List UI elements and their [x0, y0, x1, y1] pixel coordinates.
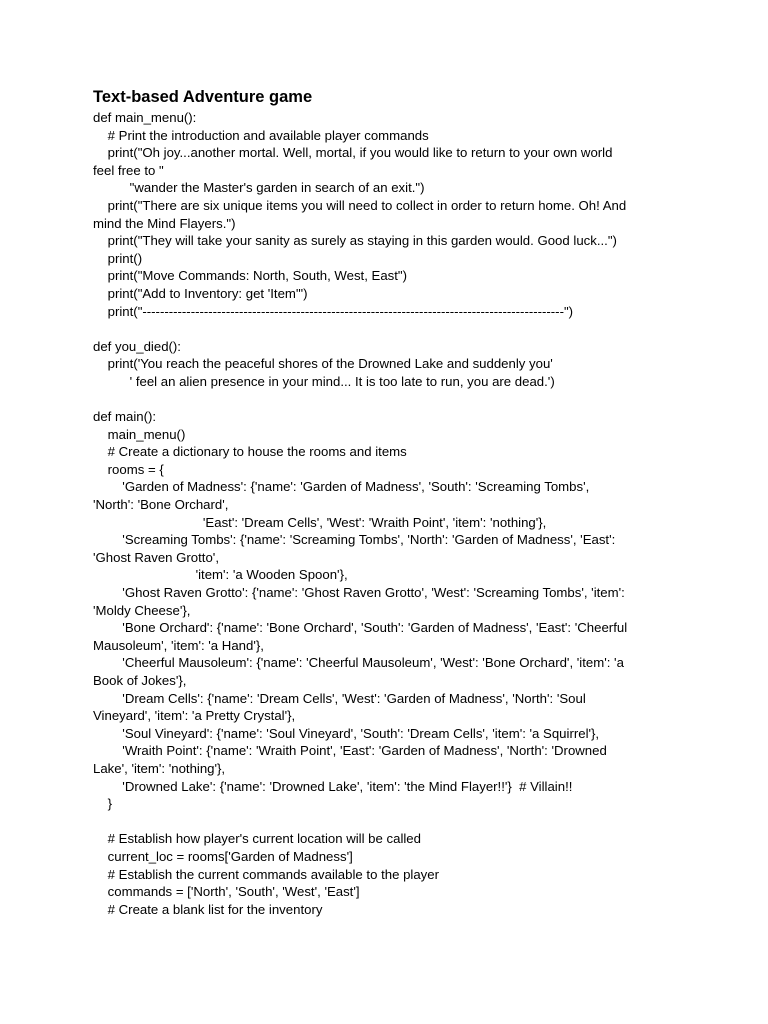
code-line: } [93, 796, 113, 812]
code-line: # Create a dictionary to house the rooms and items [93, 444, 407, 460]
code-line: 'Wraith Point': {'name': 'Wraith Point', 'East': 'Garden of Madness', 'North': 'Drowned [93, 743, 607, 759]
code-line: mind the Mind Flayers.") [93, 215, 236, 231]
code-line: 'Cheerful Mausoleum': {'name': 'Cheerful Mausoleum', 'West': 'Bone Orchard', 'item': 'a [93, 655, 624, 671]
code-line: Lake', 'item': 'nothing'}, [93, 760, 226, 776]
code-line: def main(): [93, 409, 157, 425]
code-line: Mausoleum', 'item': 'a Hand'}, [93, 637, 264, 653]
code-line: print("There are six unique items you will need to collect in order to return home. Oh! And [93, 197, 627, 213]
code-line: 'East': 'Dream Cells', 'West': 'Wraith Point', 'item': 'nothing'}, [93, 514, 547, 530]
code-line: 'Screaming Tombs': {'name': 'Screaming Tombs', 'North': 'Garden of Madness', 'East': [93, 532, 616, 548]
document-page [93, 86, 673, 918]
code-line: print("Add to Inventory: get 'Item'") [93, 285, 308, 301]
code-line: print("Move Commands: North, South, West, East") [93, 268, 408, 284]
code-line: current_loc = rooms['Garden of Madness'] [93, 848, 353, 864]
code-line: 'Ghost Raven Grotto': {'name': 'Ghost Raven Grotto', 'West': 'Screaming Tombs', 'item': [93, 585, 625, 601]
code-line [93, 391, 673, 409]
code-line: 'Soul Vineyard': {'name': 'Soul Vineyard', 'South': 'Dream Cells', 'item': 'a Squirrel'}, [93, 725, 600, 741]
code-line: feel free to " [93, 162, 164, 178]
code-line: print() [93, 250, 143, 266]
code-line: rooms = { [93, 461, 164, 477]
code-line: 'Ghost Raven Grotto', [93, 549, 219, 565]
code-block [93, 109, 673, 918]
code-line [93, 320, 673, 338]
code-line: 'Garden of Madness': {'name': 'Garden of Madness', 'South': 'Screaming Tombs', [93, 479, 590, 495]
code-line: "wander the Master's garden in search of an exit.") [93, 180, 425, 196]
code-line: 'Moldy Cheese'}, [93, 602, 191, 618]
code-line: ' feel an alien presence in your mind... It is too late to run, you are dead.') [93, 373, 555, 389]
code-line: # Establish the current commands available to the player [93, 866, 439, 882]
code-line: # Establish how player's current location will be called [93, 831, 421, 847]
code-line: print("------------------------------------------------------------------------------------------------") [93, 303, 574, 319]
code-line: 'item': 'a Wooden Spoon'}, [93, 567, 348, 583]
code-line: 'Drowned Lake': {'name': 'Drowned Lake', 'item': 'the Mind Flayer!!'} # Villain!! [93, 778, 573, 794]
code-line: commands = ['North', 'South', 'West', 'East'] [93, 884, 360, 900]
code-line: 'Dream Cells': {'name': 'Dream Cells', 'West': 'Garden of Madness', 'North': 'Soul [93, 690, 586, 706]
code-line: Book of Jokes'}, [93, 673, 187, 688]
code-line: def main_menu(): [93, 110, 197, 125]
code-line: print('You reach the peaceful shores of the Drowned Lake and suddenly you' [93, 356, 553, 372]
code-line [93, 813, 673, 831]
code-line: print("Oh joy...another mortal. Well, mortal, if you would like to return to your own world [93, 145, 613, 161]
code-line: # Create a blank list for the inventory [93, 901, 323, 917]
code-line: # Print the introduction and available player commands [93, 127, 429, 143]
document-title: Text-based Adventure game [93, 88, 313, 106]
code-line: 'North': 'Bone Orchard', [93, 497, 229, 513]
code-line: print("They will take your sanity as surely as staying in this garden would. Good luck...") [93, 233, 617, 249]
code-line: 'Bone Orchard': {'name': 'Bone Orchard', 'South': 'Garden of Madness', 'East': 'Cheerful [93, 620, 628, 636]
code-line: main_menu() [93, 426, 186, 442]
code-line: def you_died(): [93, 338, 181, 354]
code-line: Vineyard', 'item': 'a Pretty Crystal'}, [93, 708, 296, 724]
